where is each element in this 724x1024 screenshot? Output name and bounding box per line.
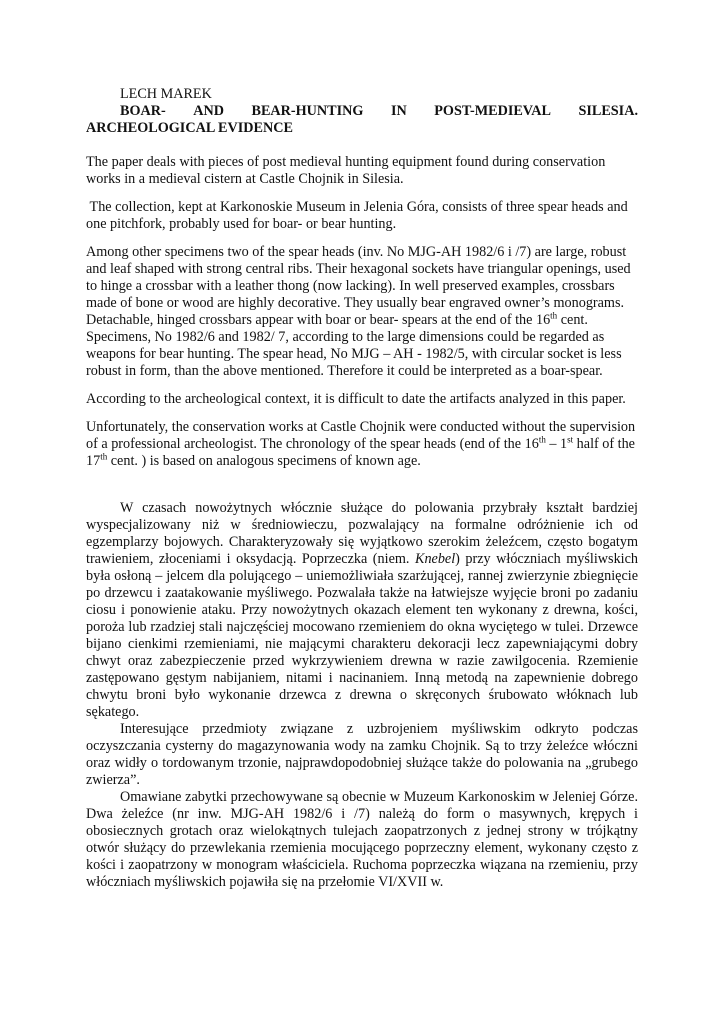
paper-title <box>86 103 638 120</box>
author-name: LECH MAREK <box>120 86 212 102</box>
body-paragraph: Omawiane zabytki przechowywane są obecnie w Muzeum Karkonoskim w Jeleniej Górze. Dwa żeleźce (nr inw. MJG-AH 1982/6 i /7) należą do form o masywnych, krępych i obosiecznych grotach oraz wielokątnych tulejach zaopatrzonych z jednej strony w trójkątny otwór służący do przewlekania rzemienia mocującego poprzeczny element, wykonany często z kości i zaopatrzony w monogram właściciela. Ruchoma poprzeczka wiązana na rzemieniu, przy włóczniach myśliwskich pojawiła się na przełomie VI/XVII w. <box>86 789 638 890</box>
abstract-paragraph: Among other specimens two of the spear heads (inv. No MJG-AH 1982/6 i /7) are large, robust and leaf shaped with strong central ribs. Their hexagonal sockets have triangular openings, used to hinge a crossbar with a leather thong (now lacking). In well preserved examples, crossbars made of bone or wood are highly decorative. They usually bear engraved owner’s monograms. Detachable, hinged crossbars appear with boar or bear- spears at the end of the 16th cent. Specimens, No 1982/6 and 1982/ 7, according to the large dimensions could be regarded as weapons for bear hunting. The spear head, No MJG – AH - 1982/5, with circular socket is less robust in form, than the above mentioned. Therefore it could be interpreted as a boar-spear. <box>86 244 631 379</box>
abstract-paragraph: Unfortunately, the conservation works at Castle Chojnik were conducted without the supervision of a professional archeologist. The chronology of the spear heads (end of the 16th – 1st half of the 17th cent. ) is based on analogous specimens of known age. <box>86 419 636 469</box>
abstract-paragraph: According to the archeological context, it is difficult to date the artifacts analyzed in this paper. <box>86 391 626 407</box>
title-word: BEAR-HUNTING <box>251 103 364 119</box>
abstract-paragraph: The paper deals with pieces of post medieval hunting equipment found during conservation works in a medieval cistern at Castle Chojnik in Silesia. <box>86 154 606 187</box>
body-paragraph: Interesujące przedmioty związane z uzbrojeniem myśliwskim odkryto podczas oczyszczania cysterny do magazynowania wody na zamku Chojnik. Są to trzy żeleźce włóczni oraz widły o tordowanym trzonie, najprawdopodobniej służące także do polowania na „grubego zwierza”. <box>86 721 638 788</box>
title-word: SILESIA. <box>578 103 638 119</box>
polish-text <box>86 500 638 891</box>
english-abstract <box>86 154 638 470</box>
abstract-paragraph: The collection, kept at Karkonoskie Museum in Jelenia Góra, consists of three spear heads and one pitchfork, probably used for boar- or bear hunting. <box>86 199 632 232</box>
title-word: POST-MEDIEVAL <box>434 103 551 119</box>
title-word: BOAR- <box>120 103 166 119</box>
title-word: IN <box>390 103 407 119</box>
paper-title-line2: ARCHEOLOGICAL EVIDENCE <box>86 120 293 136</box>
title-word: AND <box>193 103 224 119</box>
paper-page <box>86 86 638 891</box>
body-paragraph: W czasach nowożytnych włócznie służące do polowania przybrały kształt bardziej wyspecjalizowany niż w średniowieczu, pozwalający na formalne odróżnienie ich od egzemplarzy bojowych. Charakteryzowały się wyjątkowo szerokim żeleźcem, często bogatym trawieniem, złoceniami i oksydacją. Poprzeczka (niem. Knebel) przy włóczniach myśliwskich była osłoną – jelcem dla polującego – uniemożliwiała szarżującej, rannej zwierzynie zbiegnięcie po drzewcu i zaatakowanie myśliwego. Pozwalała także na łatwiejsze wyjęcie broni po zadaniu ciosu i ponowienie ataku. Przy nowożytnych okazach element ten wykonany z drewna, kości, poroża lub rzadziej stali najczęściej mocowano rzemieniem do okna wyciętego w tulei. Drzewce bijano cienkimi rzemieniami, nie mającymi charakteru dekoracji lecz zapewniającymi dobry chwyt oraz zabezpieczenie przed wykrzywieniem drewna w razie zawilgocenia. Rzemienie zastępowano gęstym nabijaniem, nitami i nacinaniem. Inną metodą na zapewnienie dobrego chwytu broni było wykonanie drzewca z drewna o skręconych śrubowato włóknach lub sękatego. <box>86 500 638 720</box>
